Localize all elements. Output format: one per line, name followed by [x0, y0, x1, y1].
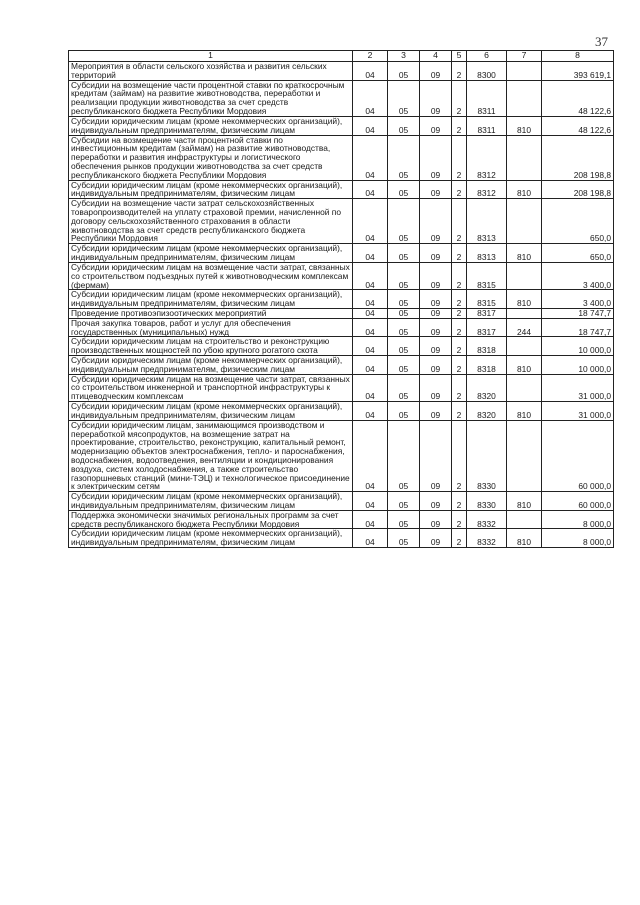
row-code-6-cell: 8311 — [467, 80, 507, 116]
row-code-7-cell — [507, 135, 542, 180]
row-code-7-cell: 810 — [507, 529, 542, 548]
row-amount-cell: 3 400,0 — [542, 290, 614, 309]
row-code-7-cell: 810 — [507, 244, 542, 263]
row-amount-cell: 650,0 — [542, 199, 614, 244]
row-code-4-cell: 09 — [420, 244, 452, 263]
row-code-2-cell: 04 — [353, 374, 388, 401]
row-code-6-cell: 8315 — [467, 262, 507, 289]
row-amount-cell: 3 400,0 — [542, 262, 614, 289]
row-code-2-cell: 04 — [353, 116, 388, 135]
row-code-4-cell: 09 — [420, 337, 452, 356]
header-cell: 7 — [507, 51, 542, 62]
row-code-2-cell: 04 — [353, 318, 388, 337]
row-amount-cell: 8 000,0 — [542, 510, 614, 529]
table-row — [69, 308, 614, 318]
row-code-7-cell — [507, 420, 542, 492]
row-code-6-cell: 8315 — [467, 290, 507, 309]
row-code-5-cell: 2 — [452, 135, 467, 180]
row-code-7-cell: 810 — [507, 402, 542, 421]
row-code-6-cell: 8311 — [467, 116, 507, 135]
row-code-4-cell: 09 — [420, 262, 452, 289]
row-code-4-cell: 09 — [420, 290, 452, 309]
table-row — [69, 62, 614, 81]
row-code-3-cell: 05 — [388, 199, 420, 244]
row-name-cell: Субсидии юридическим лицам (кроме некоммерческих организаций), индивидуальным предпринимателям, физическим лицам — [69, 244, 353, 263]
row-code-2-cell: 04 — [353, 529, 388, 548]
row-amount-cell: 31 000,0 — [542, 374, 614, 401]
row-code-6-cell: 8318 — [467, 337, 507, 356]
header-cell: 2 — [353, 51, 388, 62]
header-cell: 5 — [452, 51, 467, 62]
table-row — [69, 199, 614, 244]
row-code-4-cell: 09 — [420, 80, 452, 116]
table-row — [69, 374, 614, 401]
row-code-7-cell: 244 — [507, 318, 542, 337]
row-code-5-cell: 2 — [452, 492, 467, 511]
row-code-7-cell — [507, 308, 542, 318]
table-row — [69, 318, 614, 337]
row-name-cell: Субсидии юридическим лицам (кроме некоммерческих организаций), индивидуальным предпринимателям, физическим лицам — [69, 356, 353, 375]
row-amount-cell: 10 000,0 — [542, 356, 614, 375]
row-code-7-cell: 810 — [507, 492, 542, 511]
row-code-4-cell: 09 — [420, 199, 452, 244]
row-code-5-cell: 2 — [452, 356, 467, 375]
header-cell: 4 — [420, 51, 452, 62]
row-code-6-cell: 8318 — [467, 356, 507, 375]
row-name-cell: Субсидии юридическим лицам на строительство и реконструкцию производственных мощностей по убою крупного рогатого скота — [69, 337, 353, 356]
row-code-7-cell: 810 — [507, 290, 542, 309]
row-name-cell: Субсидии юридическим лицам (кроме некоммерческих организаций), индивидуальным предпринимателям, физическим лицам — [69, 402, 353, 421]
row-code-6-cell: 8312 — [467, 135, 507, 180]
row-code-5-cell: 2 — [452, 420, 467, 492]
row-code-6-cell: 8313 — [467, 244, 507, 263]
row-name-cell: Субсидии юридическим лицам (кроме некоммерческих организаций), индивидуальным предпринимателям, физическим лицам — [69, 529, 353, 548]
table-row — [69, 180, 614, 199]
row-code-7-cell — [507, 80, 542, 116]
table-row — [69, 244, 614, 263]
row-code-5-cell: 2 — [452, 290, 467, 309]
row-code-2-cell: 04 — [353, 135, 388, 180]
row-code-2-cell: 04 — [353, 244, 388, 263]
row-code-3-cell: 05 — [388, 356, 420, 375]
row-code-5-cell: 2 — [452, 374, 467, 401]
budget-table — [68, 50, 614, 548]
table-row — [69, 337, 614, 356]
row-code-3-cell: 05 — [388, 135, 420, 180]
row-code-7-cell: 810 — [507, 116, 542, 135]
row-name-cell: Субсидии юридическим лицам (кроме некоммерческих организаций), индивидуальным предпринимателям, физическим лицам — [69, 492, 353, 511]
row-code-4-cell: 09 — [420, 402, 452, 421]
row-code-4-cell: 09 — [420, 318, 452, 337]
header-cell: 6 — [467, 51, 507, 62]
row-code-3-cell: 05 — [388, 318, 420, 337]
table-row — [69, 492, 614, 511]
page-number: 37 — [595, 34, 608, 49]
row-code-6-cell: 8312 — [467, 180, 507, 199]
row-code-4-cell: 09 — [420, 116, 452, 135]
row-code-3-cell: 05 — [388, 510, 420, 529]
row-code-3-cell: 05 — [388, 308, 420, 318]
row-amount-cell: 10 000,0 — [542, 337, 614, 356]
row-code-5-cell: 2 — [452, 510, 467, 529]
row-code-5-cell: 2 — [452, 244, 467, 263]
table-row — [69, 510, 614, 529]
row-code-2-cell: 04 — [353, 290, 388, 309]
row-amount-cell: 60 000,0 — [542, 420, 614, 492]
row-code-4-cell: 09 — [420, 510, 452, 529]
table-row — [69, 529, 614, 548]
row-code-4-cell: 09 — [420, 62, 452, 81]
row-code-6-cell: 8330 — [467, 420, 507, 492]
table-row — [69, 80, 614, 116]
table-row — [69, 420, 614, 492]
row-name-cell: Субсидии юридическим лицам (кроме некоммерческих организаций), индивидуальным предпринимателям, физическим лицам — [69, 116, 353, 135]
table-row — [69, 116, 614, 135]
row-code-3-cell: 05 — [388, 420, 420, 492]
row-code-5-cell: 2 — [452, 116, 467, 135]
header-row — [69, 51, 614, 62]
row-code-3-cell: 05 — [388, 337, 420, 356]
row-code-6-cell: 8317 — [467, 308, 507, 318]
row-code-3-cell: 05 — [388, 529, 420, 548]
row-name-cell: Субсидии юридическим лицам (кроме некоммерческих организаций), индивидуальным предпринимателям, физическим лицам — [69, 290, 353, 309]
row-name-cell: Прочая закупка товаров, работ и услуг для обеспечения государственных (муниципальных) нужд — [69, 318, 353, 337]
row-code-5-cell: 2 — [452, 180, 467, 199]
row-code-3-cell: 05 — [388, 290, 420, 309]
header-cell: 1 — [69, 51, 353, 62]
row-code-2-cell: 04 — [353, 180, 388, 199]
row-code-2-cell: 04 — [353, 402, 388, 421]
row-amount-cell: 18 747,7 — [542, 318, 614, 337]
row-amount-cell: 393 619,1 — [542, 62, 614, 81]
row-code-4-cell: 09 — [420, 356, 452, 375]
row-code-4-cell: 09 — [420, 374, 452, 401]
row-code-5-cell: 2 — [452, 262, 467, 289]
row-code-7-cell — [507, 62, 542, 81]
row-code-3-cell: 05 — [388, 492, 420, 511]
row-code-4-cell: 09 — [420, 135, 452, 180]
row-code-4-cell: 09 — [420, 308, 452, 318]
row-amount-cell: 60 000,0 — [542, 492, 614, 511]
row-code-3-cell: 05 — [388, 262, 420, 289]
row-name-cell: Субсидии на возмещение части процентной ставки по краткосрочным кредитам (займам) на развитие животноводства, переработки и реализации продукции животноводства за счет средств республиканского бюджета Республики Мордовия — [69, 80, 353, 116]
row-code-2-cell: 04 — [353, 199, 388, 244]
row-code-2-cell: 04 — [353, 420, 388, 492]
header-cell: 3 — [388, 51, 420, 62]
row-code-6-cell: 8300 — [467, 62, 507, 81]
row-code-3-cell: 05 — [388, 62, 420, 81]
row-code-5-cell: 2 — [452, 529, 467, 548]
row-amount-cell: 208 198,8 — [542, 135, 614, 180]
row-code-2-cell: 04 — [353, 356, 388, 375]
row-code-5-cell: 2 — [452, 402, 467, 421]
row-code-7-cell — [507, 374, 542, 401]
row-code-2-cell: 04 — [353, 262, 388, 289]
row-code-7-cell: 810 — [507, 356, 542, 375]
row-code-4-cell: 09 — [420, 420, 452, 492]
row-code-7-cell — [507, 337, 542, 356]
row-name-cell: Субсидии юридическим лицам (кроме некоммерческих организаций), индивидуальным предпринимателям, физическим лицам — [69, 180, 353, 199]
row-name-cell: Субсидии юридическим лицам, занимающимся производством и переработкой мясопродуктов, на возмещение затрат на проектирование, строительство, реконструкцию, капитальный ремонт, модернизацию объектов электроснабжения, тепло- и пароснабжения, водоснабжения, водоотведения, вентиляции и кондиционирования воздуха, систем холодоснабжения, а также строительство газопоршневых станций (мини-ТЭЦ) и технологическое присоединение к электрическим сетям — [69, 420, 353, 492]
header-cell: 8 — [542, 51, 614, 62]
row-amount-cell: 650,0 — [542, 244, 614, 263]
row-code-5-cell: 2 — [452, 308, 467, 318]
row-code-7-cell: 810 — [507, 180, 542, 199]
row-amount-cell: 48 122,6 — [542, 80, 614, 116]
row-code-2-cell: 04 — [353, 337, 388, 356]
row-amount-cell: 18 747,7 — [542, 308, 614, 318]
row-amount-cell: 31 000,0 — [542, 402, 614, 421]
row-name-cell: Субсидии юридическим лицам на возмещение части затрат, связанных со строительством инженерной и транспортной инфраструктуры к птицеводческим комплексам — [69, 374, 353, 401]
row-name-cell: Субсидии на возмещение части затрат сельскохозяйственных товаропроизводителей на уплату страховой премии, начисленной по договору сельскохозяйственного страхования в области животноводства за счет средств республиканского бюджета Республики Мордовия — [69, 199, 353, 244]
row-name-cell: Мероприятия в области сельского хозяйства и развития сельских территорий — [69, 62, 353, 81]
row-code-6-cell: 8317 — [467, 318, 507, 337]
row-code-4-cell: 09 — [420, 529, 452, 548]
row-code-5-cell: 2 — [452, 80, 467, 116]
row-code-6-cell: 8320 — [467, 374, 507, 401]
table-row — [69, 356, 614, 375]
row-code-3-cell: 05 — [388, 116, 420, 135]
table-row — [69, 402, 614, 421]
row-name-cell: Субсидии юридическим лицам на возмещение части затрат, связанных со строительством подъездных путей к животноводческим комплексам (фермам) — [69, 262, 353, 289]
row-name-cell: Субсидии на возмещение части процентной ставки по инвестиционным кредитам (займам) на развитие животноводства, переработки и развития инфраструктуры и логистического обеспечения рынков продукции животноводства за счет средств республиканского бюджета Республики Мордовия — [69, 135, 353, 180]
row-code-3-cell: 05 — [388, 244, 420, 263]
row-name-cell: Проведение противоэпизоотических мероприятий — [69, 308, 353, 318]
row-code-4-cell: 09 — [420, 180, 452, 199]
table-row — [69, 135, 614, 180]
row-code-2-cell: 04 — [353, 62, 388, 81]
row-code-7-cell — [507, 510, 542, 529]
row-code-6-cell: 8330 — [467, 492, 507, 511]
row-code-5-cell: 2 — [452, 337, 467, 356]
row-code-3-cell: 05 — [388, 180, 420, 199]
table-row — [69, 262, 614, 289]
row-code-6-cell: 8320 — [467, 402, 507, 421]
row-amount-cell: 208 198,8 — [542, 180, 614, 199]
row-code-3-cell: 05 — [388, 80, 420, 116]
row-code-2-cell: 04 — [353, 492, 388, 511]
row-code-3-cell: 05 — [388, 402, 420, 421]
row-name-cell: Поддержка экономически значимых региональных программ за счет средств республиканского бюджета Республики Мордовия — [69, 510, 353, 529]
row-code-6-cell: 8332 — [467, 510, 507, 529]
table-row — [69, 290, 614, 309]
row-code-5-cell: 2 — [452, 199, 467, 244]
row-code-6-cell: 8313 — [467, 199, 507, 244]
row-code-7-cell — [507, 199, 542, 244]
row-code-2-cell: 04 — [353, 80, 388, 116]
row-amount-cell: 8 000,0 — [542, 529, 614, 548]
row-code-2-cell: 04 — [353, 510, 388, 529]
row-code-4-cell: 09 — [420, 492, 452, 511]
row-code-7-cell — [507, 262, 542, 289]
row-code-5-cell: 2 — [452, 62, 467, 81]
row-code-5-cell: 2 — [452, 318, 467, 337]
row-code-3-cell: 05 — [388, 374, 420, 401]
row-amount-cell: 48 122,6 — [542, 116, 614, 135]
row-code-2-cell: 04 — [353, 308, 388, 318]
row-code-6-cell: 8332 — [467, 529, 507, 548]
